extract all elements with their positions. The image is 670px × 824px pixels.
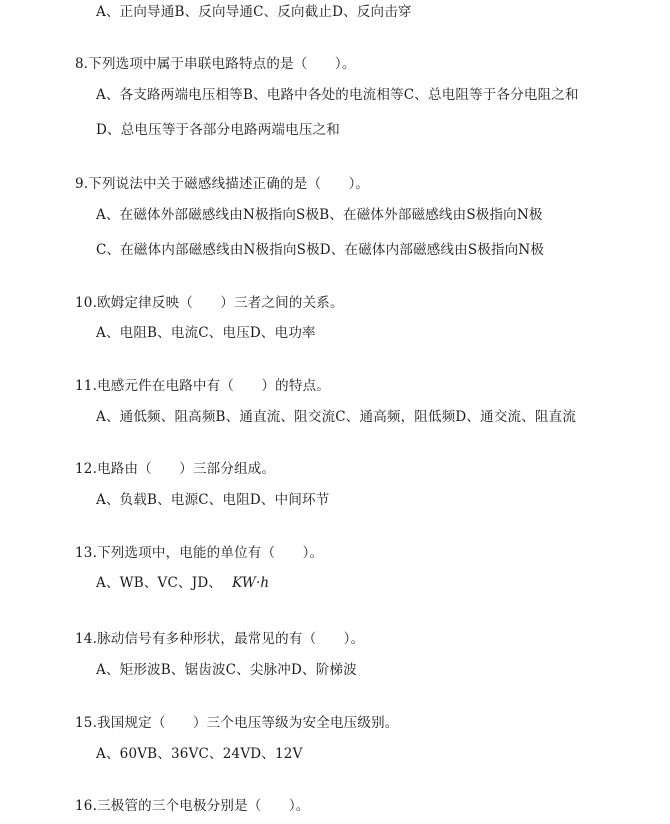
q9-option-line-2: C、在磁体内部磁感线由N极指向S极D、在磁体内部磁感线由S极指向N极 bbox=[96, 242, 545, 258]
q14-option-line-1: A、矩形波B、锯齿波C、尖脉冲D、阶梯波 bbox=[96, 662, 357, 678]
q12-stem: 12.电路由（ ）三部分组成。 bbox=[75, 461, 276, 477]
q7-option-line-1: A、正向导通B、反向导通C、反向截止D、反向击穿 bbox=[96, 4, 412, 20]
q8-stem: 8.下列选项中属于串联电路特点的是（ ）。 bbox=[75, 56, 356, 72]
q8-option-line-2: D、总电压等于各部分电路两端电压之和 bbox=[96, 122, 340, 138]
q16-stem: 16.三极管的三个电极分别是（ ）。 bbox=[75, 798, 310, 814]
q14-stem: 14.脉动信号有多种形状，最常见的有（ ）。 bbox=[75, 631, 365, 647]
q15-option-line-1: A、60VB、36VC、24VD、12V bbox=[96, 746, 303, 762]
q9-stem: 9.下列说法中关于磁感线描述正确的是（ ）。 bbox=[75, 176, 370, 192]
q13-option-line-1 bbox=[96, 574, 269, 592]
q12-option-line-1: A、负载B、电源C、电阻D、中间环节 bbox=[96, 492, 330, 508]
q13-option-formula: KW·h bbox=[232, 575, 270, 591]
q13-stem: 13.下列选项中，电能的单位有（ ）。 bbox=[75, 545, 324, 561]
q9-option-line-1: A、在磁体外部磁感线由N极指向S极B、在磁体外部磁感线由S极指向N极 bbox=[96, 207, 543, 223]
q8-option-line-1: A、各支路两端电压相等B、电路中各处的电流相等C、总电阻等于各分电阻之和 bbox=[96, 87, 579, 103]
q10-stem: 10.欧姆定律反映（ ）三者之间的关系。 bbox=[75, 295, 344, 311]
q11-option-line-1: A、通低频、阻高频B、通直流、阻交流C、通高频，阻低频D、通交流、阻直流 bbox=[96, 409, 577, 425]
q11-stem: 11.电感元件在电路中有（ ）的特点。 bbox=[75, 378, 330, 394]
q15-stem: 15.我国规定（ ）三个电压等级为安全电压级别。 bbox=[75, 715, 399, 731]
q13-option-text: A、WB、VC、JD、 bbox=[96, 575, 223, 591]
q10-option-line-1: A、电阻B、电流C、电压D、电功率 bbox=[96, 325, 316, 341]
